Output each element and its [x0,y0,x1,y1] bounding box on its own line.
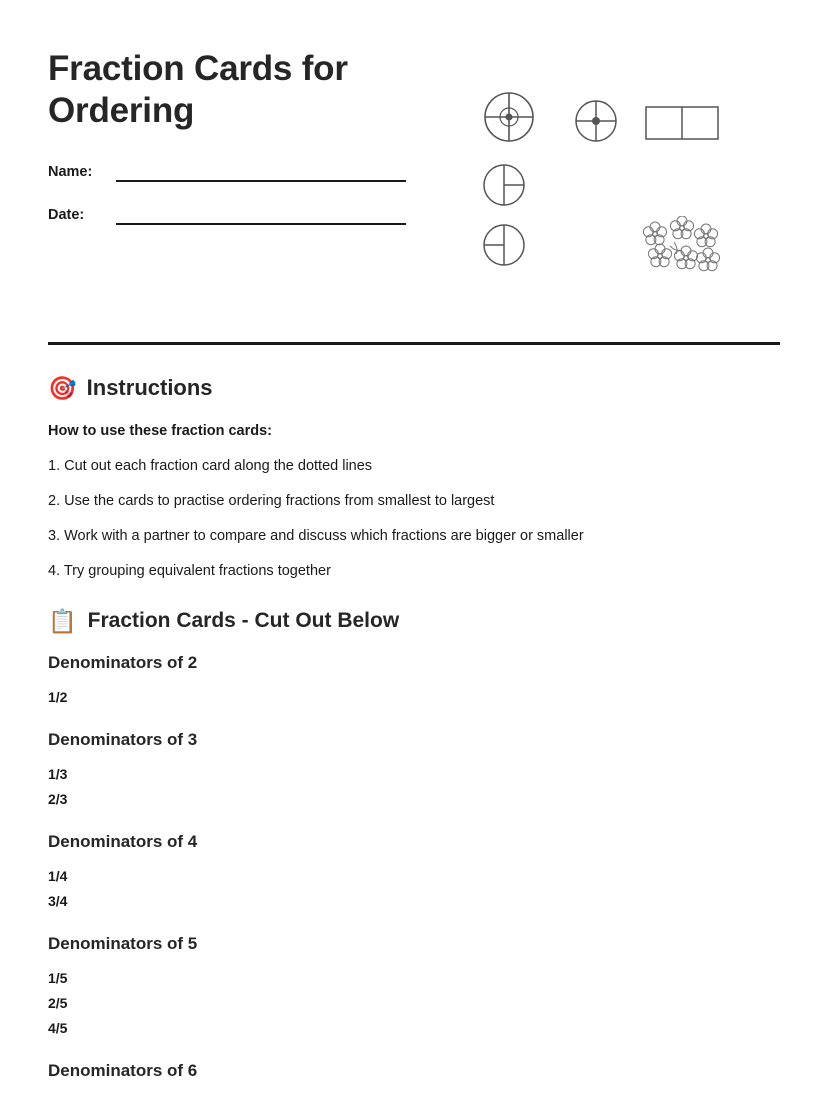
clipboard-icon: 📋 [48,607,77,634]
page-title: Fraction Cards for Ordering [48,49,348,130]
fraction-group-title: Denominators of 2 [48,653,198,672]
fraction-card[interactable]: 3/4 [48,893,68,909]
instruction-step: 3. Work with a partner to compare and discuss which fractions are bigger or smaller [48,528,584,544]
fraction-card[interactable]: 1/4 [48,868,68,884]
circle-halves-vertical-icon [480,161,528,214]
fraction-group-items [48,762,780,812]
fraction-group-title: Denominators of 5 [48,934,198,953]
fraction-group-title: Denominators of 6 [48,1061,198,1080]
fraction-card[interactable]: 2/5 [48,995,68,1011]
circle-quarters-icon [572,97,620,150]
fraction-card[interactable]: 1/5 [48,970,68,986]
fraction-group [48,832,780,914]
fraction-group [48,730,780,812]
name-field-input[interactable] [116,160,406,182]
instructions-heading-text: Instructions [86,375,213,400]
circle-quarters-shaded-icon [480,88,538,151]
fraction-group [48,934,780,1041]
date-field-input[interactable] [116,203,406,225]
fraction-card[interactable]: 1/2 [48,689,68,705]
date-field-row [48,203,468,225]
fraction-cards-heading-text: Fraction Cards - Cut Out Below [87,609,400,632]
name-field-label: Name: [48,164,93,180]
header-divider [48,342,780,345]
fraction-group-title: Denominators of 3 [48,730,198,749]
target-icon: 🎯 [48,374,77,401]
instruction-step: 2. Use the cards to practise ordering fractions from smallest to largest [48,493,495,509]
instruction-step: 1. Cut out each fraction card along the dotted lines [48,458,373,474]
fraction-card[interactable]: 2/3 [48,791,68,807]
fraction-card[interactable]: 4/5 [48,1020,68,1036]
worksheet-header [48,40,780,298]
flowers-cluster-icon [640,216,720,279]
instruction-step: 4. Try grouping equivalent fractions together [48,563,331,579]
fraction-card[interactable]: 1/3 [48,766,68,782]
rectangle-halves-icon [645,106,719,145]
header-left [48,40,468,246]
fraction-group [48,653,780,710]
instructions-heading [48,375,780,401]
circle-thirds-icon [480,221,528,274]
fraction-group-title: Denominators of 4 [48,832,198,851]
name-field-row [48,160,468,182]
header-artwork [480,88,780,298]
fraction-cards-heading [48,609,780,633]
fraction-group-items [48,685,780,710]
fraction-group-items [48,864,780,914]
student-fields [48,160,468,225]
fraction-group [48,1061,780,1081]
fraction-group-items [48,966,780,1041]
instructions-subheading: How to use these fraction cards: [48,423,272,439]
date-field-label: Date: [48,207,85,223]
